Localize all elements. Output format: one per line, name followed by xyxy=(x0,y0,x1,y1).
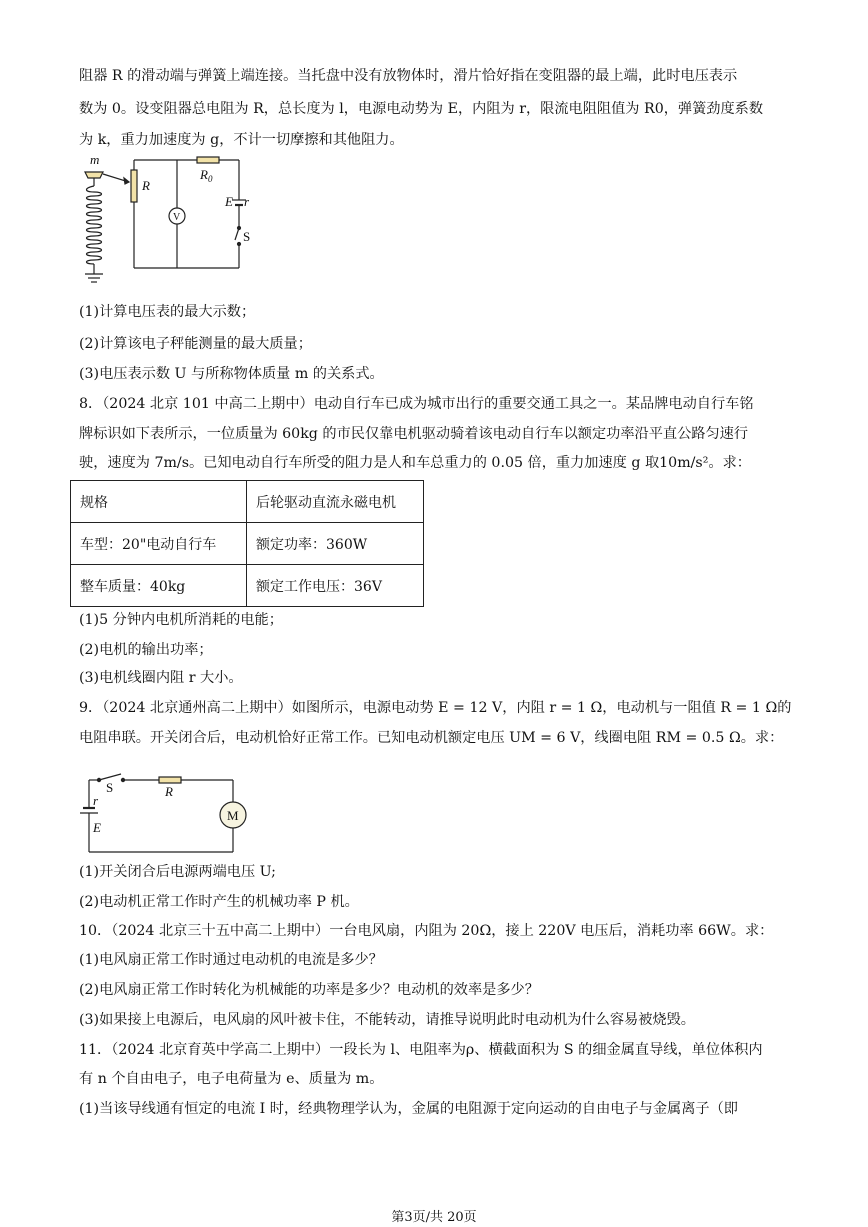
problem8-q3: (3)电机线圈内阻 r 大小。 xyxy=(79,670,243,686)
table-row xyxy=(71,523,424,565)
label-r: r xyxy=(244,194,250,209)
problem8-line1: 8．（2024 北京 101 中高二上期中）电动自行车已成为城市出行的重要交通工具之一。某品牌电动自行车铭 xyxy=(79,396,754,412)
label-R0-main: R xyxy=(200,167,208,182)
table-cell: 额定工作电压：36V xyxy=(247,565,424,607)
label-R0-sub: 0 xyxy=(207,174,213,184)
table-row xyxy=(71,565,424,607)
problem9-line2: 电阻串联。开关闭合后，电动机恰好正常工作。已知电动机额定电压 UM = 6 V，线圈电阻 RM = 0.5 Ω。求： xyxy=(79,730,784,746)
label-S: S xyxy=(243,229,251,244)
page-footer: 第3页/共 20页 xyxy=(391,1210,477,1225)
label-S: S xyxy=(106,780,114,795)
scale-circuit-diagram xyxy=(79,152,249,292)
table-cell: 整车质量：40kg xyxy=(71,565,247,607)
problem7-q1: (1)计算电压表的最大示数； xyxy=(79,304,256,320)
table-cell: 额定功率：360W xyxy=(247,523,424,565)
problem7-q2: (2)计算该电子秤能测量的最大质量； xyxy=(79,336,312,352)
spring-icon xyxy=(87,186,102,264)
problem11-line1: 11．（2024 北京育英中学高二上期中）一段长为 l、电阻率为ρ、横截面积为 S 的细金属直导线，单位体积内 xyxy=(79,1042,763,1058)
problem9-line1: 9．（2024 北京通州高二上期中）如图所示，电源电动势 E = 12 V，内阻 r = 1 Ω，电动机与一阻值 R = 1 Ω的 xyxy=(79,700,792,716)
label-E: E xyxy=(93,820,101,835)
label-m: m xyxy=(90,152,100,167)
problem11-line2: 有 n 个自由电子，电子电荷量为 e、质量为 m。 xyxy=(79,1071,384,1087)
table-cell: 规格 xyxy=(71,481,247,523)
label-R: R xyxy=(165,784,173,799)
problem8-q2: (2)电机的输出功率； xyxy=(79,642,213,658)
problem11-q1: (1)当该导线通有恒定的电流 I 时，经典物理学认为，金属的电阻源于定向运动的自由电子与金属离子（即 xyxy=(79,1101,738,1117)
spec-table xyxy=(70,480,424,607)
table-row xyxy=(71,481,424,523)
problem8-line2: 牌标识如下表所示，一位质量为 60kg 的市民仅靠电机驱动骑着该电动自行车以额定功率沿平直公路匀速行 xyxy=(79,426,749,442)
problem10-q3: (3)如果接上电源后，电风扇的风叶被卡住，不能转动，请推导说明此时电动机为什么容易被烧毁。 xyxy=(79,1012,695,1028)
label-r: r xyxy=(93,793,99,808)
problem9-q2: (2)电动机正常工作时产生的机械功率 P 机。 xyxy=(79,894,359,910)
label-R: R xyxy=(142,178,150,193)
label-E: E xyxy=(225,194,233,209)
label-R0 xyxy=(199,167,213,184)
table-cell: 后轮驱动直流永磁电机 xyxy=(247,481,424,523)
problem10-q1: (1)电风扇正常工作时通过电动机的电流是多少？ xyxy=(79,952,383,968)
problem7-q3: (3)电压表示数 U 与所称物体质量 m 的关系式。 xyxy=(79,366,384,382)
problem9-q1: (1)开关闭合后电源两端电压 U; xyxy=(79,864,276,880)
problem10-line1: 10．（2024 北京三十五中高二上期中）一台电风扇，内阻为 20Ω，接上 220V 电压后，消耗功率 66W。求： xyxy=(79,923,774,939)
table-cell: 车型：20"电动自行车 xyxy=(71,523,247,565)
motor-icon: M xyxy=(227,808,239,823)
motor-circuit-diagram xyxy=(79,760,249,844)
problem10-q2: (2)电风扇正常工作时转化为机械能的功率是多少？电动机的效率是多少？ xyxy=(79,982,539,998)
problem7-line2: 数为 0。设变阻器总电阻为 R，总长度为 l，电源电动势为 E，内阻为 r，限流电阻阻值为 R0，弹簧劲度系数 xyxy=(79,101,764,117)
voltmeter-icon: V xyxy=(173,212,181,223)
problem8-line3: 驶，速度为 7m/s。已知电动自行车所受的阻力是人和车总重力的 0.05 倍，重力加速度 g 取10m/s²。求： xyxy=(79,455,751,471)
problem7-line3: 为 k，重力加速度为 g，不计一切摩擦和其他阻力。 xyxy=(79,132,404,148)
problem8-q1: (1)5 分钟内电机所消耗的电能； xyxy=(79,612,283,628)
problem7-line1: 阻器 R 的滑动端与弹簧上端连接。当托盘中没有放物体时，滑片恰好指在变阻器的最上端，此时电压表示 xyxy=(79,68,738,84)
